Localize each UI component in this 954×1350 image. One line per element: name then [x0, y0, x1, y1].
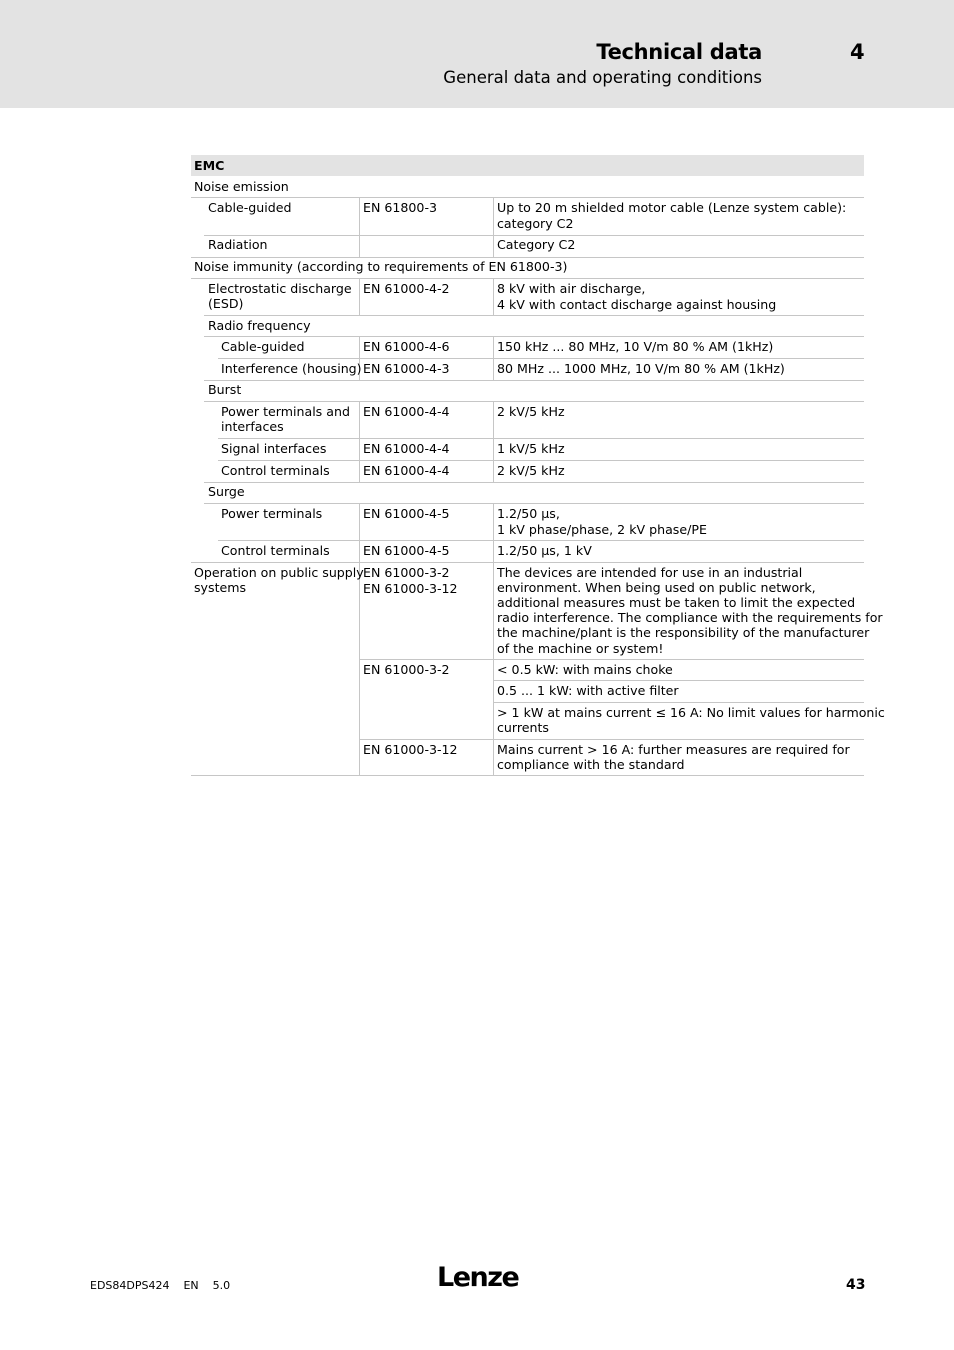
- radio-frequency-label: Radio frequency: [208, 318, 311, 333]
- document-reference: [90, 1279, 244, 1292]
- rf-housing-value: 80 MHz ... 1000 MHz, 10 V/m 80 % AM (1kHz): [497, 361, 785, 376]
- public-supply-note-line: environment. When being used on public network,: [497, 580, 816, 595]
- page-number: 43: [846, 1277, 866, 1293]
- public-supply-note-line: the machine/plant is the responsibility of the manufacturer: [497, 625, 870, 640]
- esd-label-2: (ESD): [208, 296, 244, 311]
- surge-power-value-2: 1 kV phase/phase, 2 kV phase/PE: [497, 522, 707, 537]
- radiation-label: Radiation: [208, 237, 268, 252]
- esd-value-1: 8 kV with air discharge,: [497, 281, 646, 296]
- lenze-logo: Lenze: [437, 1262, 519, 1293]
- public-supply-value-b3-1: > 1 kW at mains current ≤ 16 A: No limit values for harmonic: [497, 705, 885, 720]
- rf-cable-label: Cable-guided: [221, 339, 305, 354]
- surge-power-label: Power terminals: [221, 506, 323, 521]
- burst-signal-standard: EN 61000-4-4: [363, 441, 450, 456]
- public-supply-note-line: The devices are intended for use in an industrial: [497, 565, 803, 580]
- chapter-title: Technical data: [596, 40, 762, 64]
- rf-cable-standard: EN 61000-4-6: [363, 339, 450, 354]
- burst-control-value: 2 kV/5 kHz: [497, 463, 565, 478]
- surge-control-label: Control terminals: [221, 543, 330, 558]
- cable-guided-label: Cable-guided: [208, 200, 292, 215]
- public-supply-value-b2: 0.5 ... 1 kW: with active filter: [497, 683, 679, 698]
- public-supply-note-line: additional measures must be taken to limit the expected: [497, 595, 856, 610]
- public-supply-value-b1: < 0.5 kW: with mains choke: [497, 662, 673, 677]
- public-supply-value-b3-2: currents: [497, 720, 549, 735]
- public-supply-note-line: of the machine or system!: [497, 641, 664, 656]
- page-header: [0, 0, 954, 108]
- doc-version: 5.0: [212, 1279, 231, 1292]
- chapter-number: 4: [850, 40, 865, 64]
- public-supply-standard-a2: EN 61000-3-12: [363, 581, 458, 596]
- surge-control-standard: EN 61000-4-5: [363, 543, 450, 558]
- public-supply-value-c1: Mains current > 16 A: further measures are required for: [497, 742, 850, 757]
- public-supply-value-c2: compliance with the standard: [497, 757, 685, 772]
- table-header: [191, 155, 864, 176]
- surge-label: Surge: [208, 484, 245, 499]
- doc-language: EN: [183, 1279, 199, 1292]
- burst-label: Burst: [208, 382, 242, 397]
- burst-power-standard: EN 61000-4-4: [363, 404, 450, 419]
- section-title: General data and operating conditions: [443, 68, 762, 87]
- burst-signal-label: Signal interfaces: [221, 441, 327, 456]
- radiation-value: Category C2: [497, 237, 576, 252]
- cable-guided-value-2: category C2: [497, 216, 574, 231]
- public-supply-label-2: systems: [194, 580, 247, 595]
- burst-control-standard: EN 61000-4-4: [363, 463, 450, 478]
- rf-housing-label: Interference (housing): [221, 361, 362, 376]
- esd-standard: EN 61000-4-2: [363, 281, 450, 296]
- public-supply-label-1: Operation on public supply: [194, 565, 364, 580]
- noise-emission-label: Noise emission: [194, 179, 289, 194]
- surge-power-value-1: 1.2/50 µs,: [497, 506, 560, 521]
- esd-value-2: 4 kV with contact discharge against housing: [497, 297, 777, 312]
- burst-power-label-2: interfaces: [221, 419, 284, 434]
- table-title: EMC: [194, 158, 225, 173]
- cable-guided-value-1: Up to 20 m shielded motor cable (Lenze system cable):: [497, 200, 847, 215]
- public-supply-standard-a1: EN 61000-3-2: [363, 565, 450, 580]
- esd-label-1: Electrostatic discharge: [208, 281, 352, 296]
- public-supply-standard-c: EN 61000-3-12: [363, 742, 458, 757]
- surge-control-value: 1.2/50 µs, 1 kV: [497, 543, 592, 558]
- noise-emission-standard: EN 61800-3: [363, 200, 438, 215]
- rf-housing-standard: EN 61000-4-3: [363, 361, 450, 376]
- burst-control-label: Control terminals: [221, 463, 330, 478]
- burst-power-label-1: Power terminals and: [221, 404, 350, 419]
- burst-signal-value: 1 kV/5 kHz: [497, 441, 565, 456]
- doc-id: EDS84DPS424: [90, 1279, 170, 1292]
- surge-power-standard: EN 61000-4-5: [363, 506, 450, 521]
- public-supply-note-line: radio interference. The compliance with the requirements for: [497, 610, 883, 625]
- public-supply-standard-b: EN 61000-3-2: [363, 662, 450, 677]
- rf-cable-value: 150 kHz ... 80 MHz, 10 V/m 80 % AM (1kHz): [497, 339, 774, 354]
- burst-power-value: 2 kV/5 kHz: [497, 404, 565, 419]
- noise-immunity-label: Noise immunity (according to requirements of EN 61800-3): [194, 259, 568, 274]
